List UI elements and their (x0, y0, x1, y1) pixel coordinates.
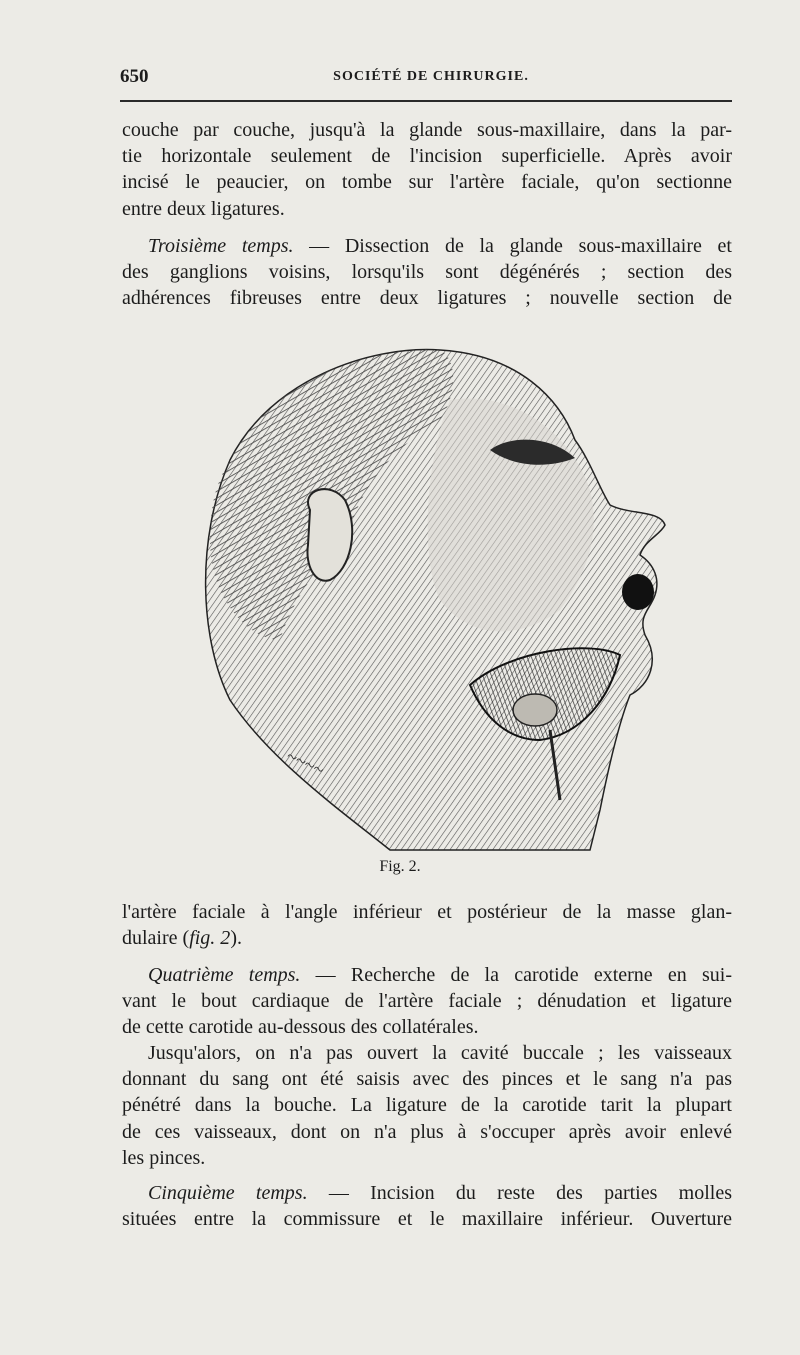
step-label: Cinquième temps. (148, 1182, 308, 1204)
header-rule (120, 100, 732, 102)
figure-reference: fig. 2 (189, 927, 231, 950)
text-line: l'artère faciale à l'angle inférieur et postérieur de la masse glan- (122, 901, 732, 923)
text-line: de cette carotide au-dessous des collatérales. (122, 1016, 479, 1039)
top-paragraph (122, 117, 732, 222)
fifth-step-paragraph (122, 1180, 732, 1232)
text-line: pénétré dans la bouche. La ligature de la carotide tarit la plupart (122, 1094, 732, 1117)
text-line: vant le bout cardiaque de l'artère faciale ; dénudation et ligature (122, 990, 732, 1013)
text-run: — Dissection de la glande sous-maxillaire et (293, 235, 732, 257)
page-number: 650 (120, 66, 149, 87)
text-line: les pinces. (122, 1146, 206, 1169)
text-line: Jusqu'alors, on n'a pas ouvert la cavité buccale ; les vaisseaux (148, 1042, 732, 1064)
after-figure-paragraph (122, 899, 732, 951)
head-dissection-illustration (190, 340, 670, 855)
third-step-paragraph (122, 233, 732, 312)
text-line: des ganglions voisins, lorsqu'ils sont dégénérés ; section des (122, 261, 732, 284)
text-run: — Incision du reste des parties molles (307, 1182, 732, 1204)
running-head (120, 66, 732, 90)
step-label: Quatrième temps. (148, 964, 301, 986)
text-line (122, 925, 732, 951)
text-line: de ces vaisseaux, dont on n'a plus à s'occuper après avoir enlevé (122, 1120, 732, 1143)
fourth-step-paragraph (122, 962, 732, 1041)
text-line: entre deux ligatures. (122, 197, 285, 220)
text-run: dulaire ( (122, 927, 190, 950)
journal-title: SOCIÉTÉ DE CHIRURGIE. (333, 69, 529, 84)
figure-caption: Fig. 2. (379, 858, 421, 875)
text-line: situées entre la commissure et le maxillaire inférieur. Ouverture (122, 1208, 732, 1231)
mouth-icon (622, 574, 654, 610)
step-label: Troisième temps. (148, 235, 294, 257)
text-line: couche par couche, jusqu'à la glande sous-maxillaire, dans la par- (122, 119, 732, 141)
gland-mass (513, 694, 557, 726)
text-line (122, 962, 732, 988)
figure-engraving (190, 340, 670, 855)
text-line (122, 1180, 732, 1206)
engraver-signature-mark: ~~~~ (283, 745, 328, 781)
text-line: adhérences fibreuses entre deux ligatures ; nouvelle section de (122, 287, 732, 310)
text-line: tie horizontale seulement de l'incision superficielle. Après avoir (122, 145, 732, 168)
text-run: — Recherche de la carotide externe en sui- (300, 964, 732, 986)
text-line (122, 233, 732, 259)
jusqu-alors-paragraph (122, 1040, 732, 1171)
text-run: ). (230, 927, 242, 950)
text-line: donnant du sang ont été saisis avec des pinces et le sang n'a pas (122, 1068, 732, 1091)
text-line: incisé le peaucier, on tombe sur l'artère faciale, qu'on sectionne (122, 171, 732, 194)
